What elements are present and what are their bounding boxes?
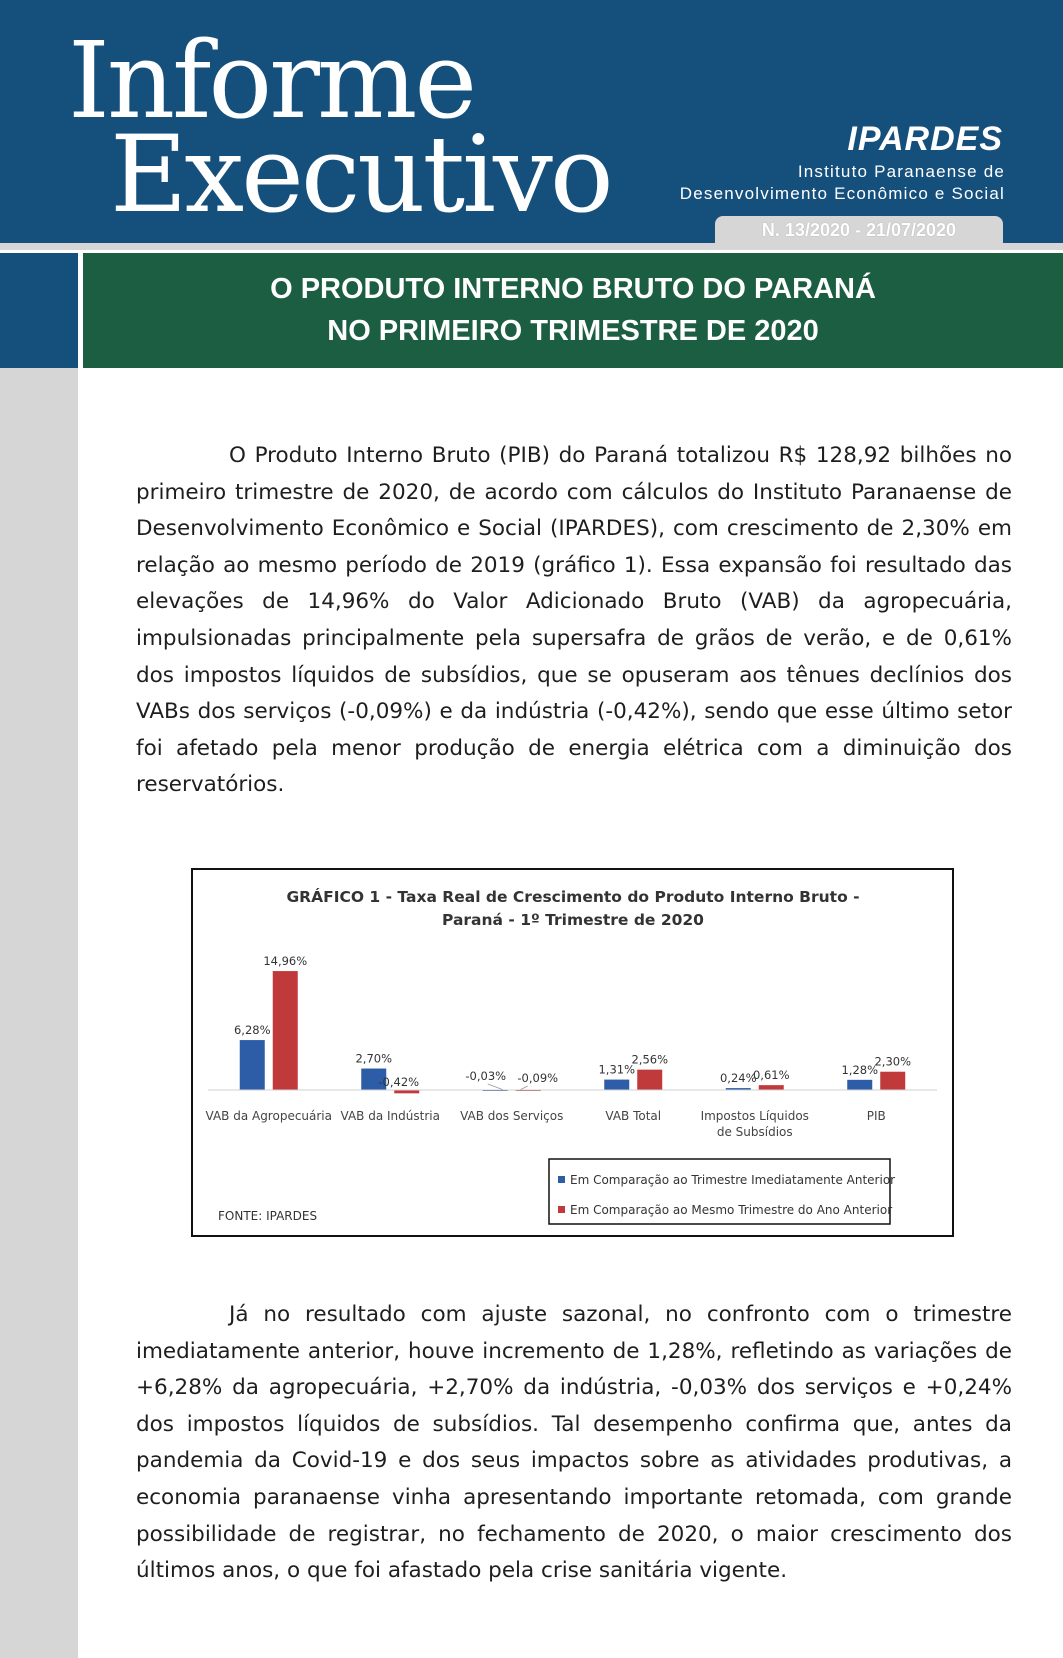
chart-title-line1: GRÁFICO 1 - Taxa Real de Crescimento do Produto Interno Bruto -	[286, 888, 860, 906]
edition-badge: N. 13/2020 - 21/07/2020	[715, 216, 1003, 244]
ipardes-logo: IPARDES	[847, 120, 1003, 158]
data-label-series1-3: 1,31%	[598, 1062, 636, 1077]
category-label: PIB	[866, 1109, 886, 1123]
data-label-series1-2: -0,03%	[465, 1069, 507, 1083]
data-label-series2-2: -0,09%	[517, 1071, 559, 1085]
gdp-growth-chart	[193, 870, 952, 1235]
category-label: VAB da Agropecuária	[205, 1109, 332, 1123]
data-label-series2-4: 0,61%	[752, 1068, 790, 1083]
org-name-line1: Instituto Paranaense de	[797, 162, 1005, 181]
publication-title-line2: Executivo	[110, 113, 611, 236]
legend-swatch-series1	[558, 1176, 565, 1183]
bar-series1-5	[847, 1080, 872, 1090]
data-label-series2-5: 2,30%	[874, 1054, 912, 1069]
headline	[83, 268, 1063, 352]
body-paragraph-1: O Produto Interno Bruto (PIB) do Paraná totalizou R$ 128,92 bilhões no primeiro trimestre de 2020, de acordo com cálculos do Instituto Paranaense de Desenvolvimento Econômico e Social (IPARDES), com crescimento de 2,30% em relação ao mesmo período de 2019 (gráfico 1). Essa expansão foi resultado das elevações de 14,96% do Valor Adicionado Bruto (VAB) da agropecuária, impulsionadas principalmente pela supersafra de grãos de verão, e de 0,61% dos impostos líquidos de subsídios, que se opuseram aos tênues declínios dos VABs dos serviços (-0,09%) e da indústria (-0,42%), sendo que esse último setor foi afetado pela menor produção de energia elétrica com a diminuição dos reservatórios.	[136, 443, 1012, 798]
label-leader-line	[488, 1084, 504, 1090]
data-label-series1-1: 2,70%	[355, 1051, 393, 1066]
category-label: VAB dos Serviços	[460, 1109, 564, 1123]
bar-series2-1	[394, 1090, 419, 1093]
data-label-series1-4: 0,24%	[719, 1071, 757, 1086]
category-label: Impostos Líquidos	[700, 1109, 809, 1123]
bar-series1-0	[240, 1040, 265, 1090]
category-label: VAB Total	[605, 1109, 662, 1123]
org-name-line2: Desenvolvimento Econômico e Social	[679, 184, 1005, 203]
chart-bars	[234, 954, 911, 1093]
header-banner	[0, 0, 1063, 243]
side-bar-gray	[0, 368, 78, 1658]
bar-series1-3	[604, 1080, 629, 1090]
data-label-series1-5: 1,28%	[841, 1062, 879, 1077]
data-label-series2-0: 14,96%	[263, 954, 308, 969]
bar-series2-4	[759, 1085, 784, 1090]
legend-label-series2: Em Comparação ao Mesmo Trimestre do Ano Anterior	[570, 1203, 893, 1217]
publication-title-line1: Informe	[68, 19, 475, 142]
bar-series2-3	[637, 1070, 662, 1090]
data-label-series2-1: -0,42%	[378, 1075, 420, 1089]
chart-box	[191, 868, 954, 1237]
side-bar-gap	[78, 253, 83, 1658]
body-paragraph-2: Já no resultado com ajuste sazonal, no confronto com o trimestre imediatamente anterior, houve incremento de 1,28%, refletindo as variações de +6,28% da agropecuária, +2,70% da indústria, -0,03% dos serviços e +0,24% dos impostos líquidos de subsídios. Tal desempenho confirma que, antes da pandemia da Covid-19 e dos seus impactos sobre as atividades produtivas, a economia paranaense vinha apresentando importante retomada, com grande possibilidade de registrar, no fechamento de 2020, o maior crescimento dos últimos anos, o que foi afastado pela crise sanitária vigente.	[136, 1302, 1012, 1584]
legend-swatch-series2	[558, 1206, 565, 1213]
chart-title-line2: Paraná - 1º Trimestre de 2020	[442, 911, 704, 929]
bar-series2-0	[273, 971, 298, 1090]
data-label-series2-3: 2,56%	[631, 1052, 669, 1067]
category-label: de Subsídios	[716, 1125, 793, 1139]
label-leader-line	[520, 1086, 528, 1090]
bar-series2-5	[880, 1072, 905, 1090]
side-bar-blue	[0, 253, 78, 368]
headline-line1: O PRODUTO INTERNO BRUTO DO PARANÁ	[270, 273, 876, 305]
headline-line2: NO PRIMEIRO TRIMESTRE DE 2020	[327, 315, 819, 347]
legend-label-series1: Em Comparação ao Trimestre Imediatamente Anterior	[570, 1173, 896, 1187]
data-label-series1-0: 6,28%	[233, 1023, 271, 1038]
chart-categories	[206, 1109, 886, 1139]
header-divider	[0, 243, 1063, 250]
category-label: VAB da Indústria	[340, 1109, 440, 1123]
chart-source: FONTE: IPARDES	[218, 1209, 318, 1223]
